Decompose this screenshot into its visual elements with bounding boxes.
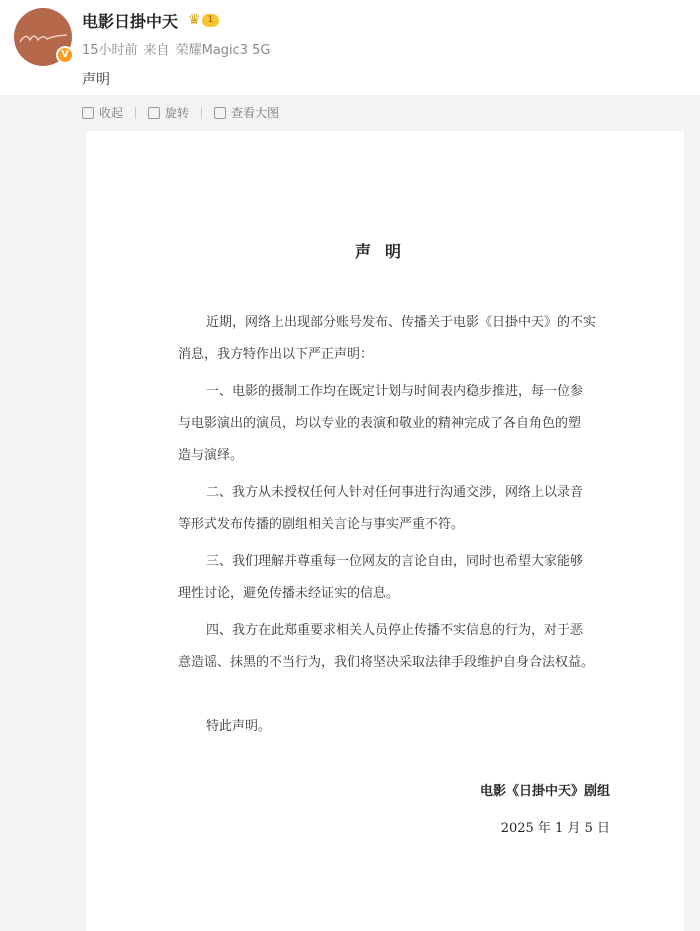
post-source[interactable]: 荣耀Magic3 5G xyxy=(175,43,271,58)
collapse-button[interactable] xyxy=(82,104,123,121)
crown-icon: ♛ xyxy=(188,12,201,28)
collapse-icon xyxy=(82,107,94,119)
paragraph-line: 二、我方从未授权任何人针对任何事进行沟通交涉，网络上以录音 xyxy=(206,485,584,500)
source-prefix: 来自 xyxy=(143,43,170,58)
document-title: 声明 xyxy=(354,242,415,261)
image-icon xyxy=(214,107,226,119)
verified-badge-icon: V xyxy=(56,46,74,64)
paragraph-line: 近期，网络上出现部分账号发布、传播关于电影《日掛中天》的不实 xyxy=(206,315,597,330)
rotate-button[interactable] xyxy=(148,104,189,121)
document-paragraph xyxy=(178,477,618,541)
paragraph-line: 消息，我方特作出以下严正声明： xyxy=(178,347,374,362)
rotate-icon xyxy=(148,107,160,119)
view-large-button[interactable] xyxy=(214,104,279,121)
paragraph-line: 一、电影的摄制工作均在既定计划与时间表内稳步推进，每一位参 xyxy=(206,384,584,399)
post-time: 15小时前 xyxy=(82,43,138,58)
image-toolbar xyxy=(82,104,279,121)
paragraph-line: 三、我们理解并尊重每一位网友的言论自由，同时也希望大家能够 xyxy=(206,554,584,569)
level-badge: 1 xyxy=(202,14,220,27)
author-name[interactable]: 电影日掛中天 xyxy=(82,12,179,31)
paragraph-line: 意造谣、抹黑的不当行为，我们将坚决采取法律手段维护自身合法权益。 xyxy=(178,655,595,670)
paragraph-line: 理性讨论，避免传播未经证实的信息。 xyxy=(178,586,400,601)
document-paragraph xyxy=(178,376,618,472)
document-paragraph xyxy=(178,307,618,371)
document-paragraph xyxy=(178,546,618,610)
paragraph-line: 造与演绎。 xyxy=(178,448,244,463)
paragraph-line: 与电影演出的演员，均以专业的表演和敬业的精神完成了各自角色的塑 xyxy=(178,416,582,431)
document-date: 2025 年 1 月 5 日 xyxy=(500,821,610,836)
paragraph-line: 等形式发布传播的剧组相关言论与事实严重不符。 xyxy=(178,517,465,532)
statement-image[interactable] xyxy=(86,131,684,931)
post-meta xyxy=(82,39,277,58)
view-large-label: 查看大图 xyxy=(231,106,280,120)
document-closing: 特此声明。 xyxy=(206,719,272,734)
member-badge[interactable] xyxy=(188,12,219,28)
collapse-label: 收起 xyxy=(99,106,124,120)
rotate-label: 旋转 xyxy=(165,106,190,120)
document-signature: 电影《日掛中天》剧组 xyxy=(479,784,610,799)
document-body xyxy=(178,307,618,684)
divider xyxy=(135,107,136,119)
paragraph-line: 四、我方在此郑重要求相关人员停止传播不实信息的行为，对于恶 xyxy=(206,623,584,638)
divider xyxy=(201,107,202,119)
document-paragraph xyxy=(178,615,618,679)
post-text: 声明 xyxy=(82,72,110,88)
